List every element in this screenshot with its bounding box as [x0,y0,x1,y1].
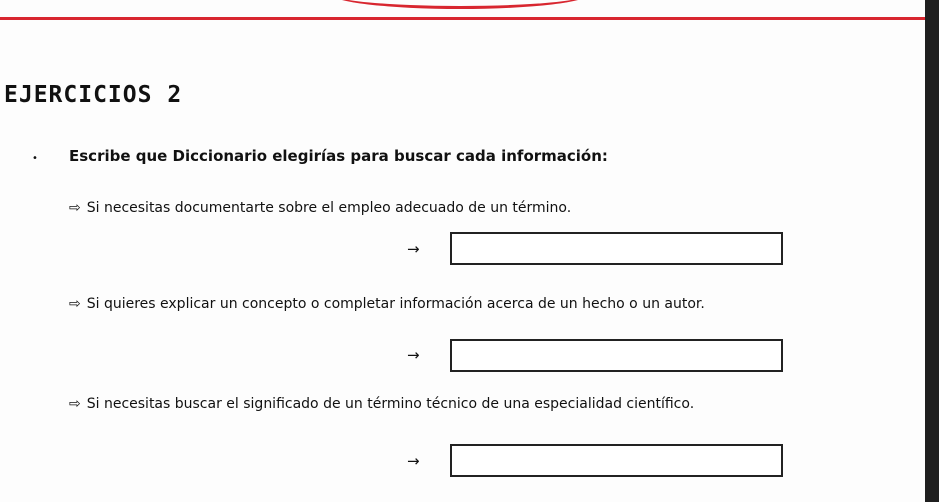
arrow-icon: → [407,346,420,364]
viewer-right-edge [925,0,939,502]
header-decoration-arc [330,0,590,9]
exercise-prompt: Si necesitas documentarte sobre el empleo adecuado de un término. [86,200,572,216]
arrow-right-icon: ⇨ [69,200,81,216]
arrow-right-icon: ⇨ [69,396,81,412]
arrow-icon: → [407,452,420,470]
bullet-dot: • [32,153,38,164]
exercise-prompt: Si necesitas buscar el significado de un término técnico de una especialidad científico. [86,396,695,412]
answer-box[interactable] [450,339,783,372]
answer-box[interactable] [450,444,783,477]
header-red-rule [0,17,925,20]
exercise-item [69,396,694,412]
exercise-item [69,200,571,216]
exercise-prompt: Si quieres explicar un concepto o completar información acerca de un hecho o un autor. [86,296,705,312]
page-title: EJERCICIOS 2 [4,82,183,108]
answer-box[interactable] [450,232,783,265]
arrow-icon: → [407,240,420,258]
arrow-right-icon: ⇨ [69,296,81,312]
instruction-text: Escribe que Diccionario elegirías para buscar cada información: [69,147,608,165]
exercise-item [69,296,705,312]
